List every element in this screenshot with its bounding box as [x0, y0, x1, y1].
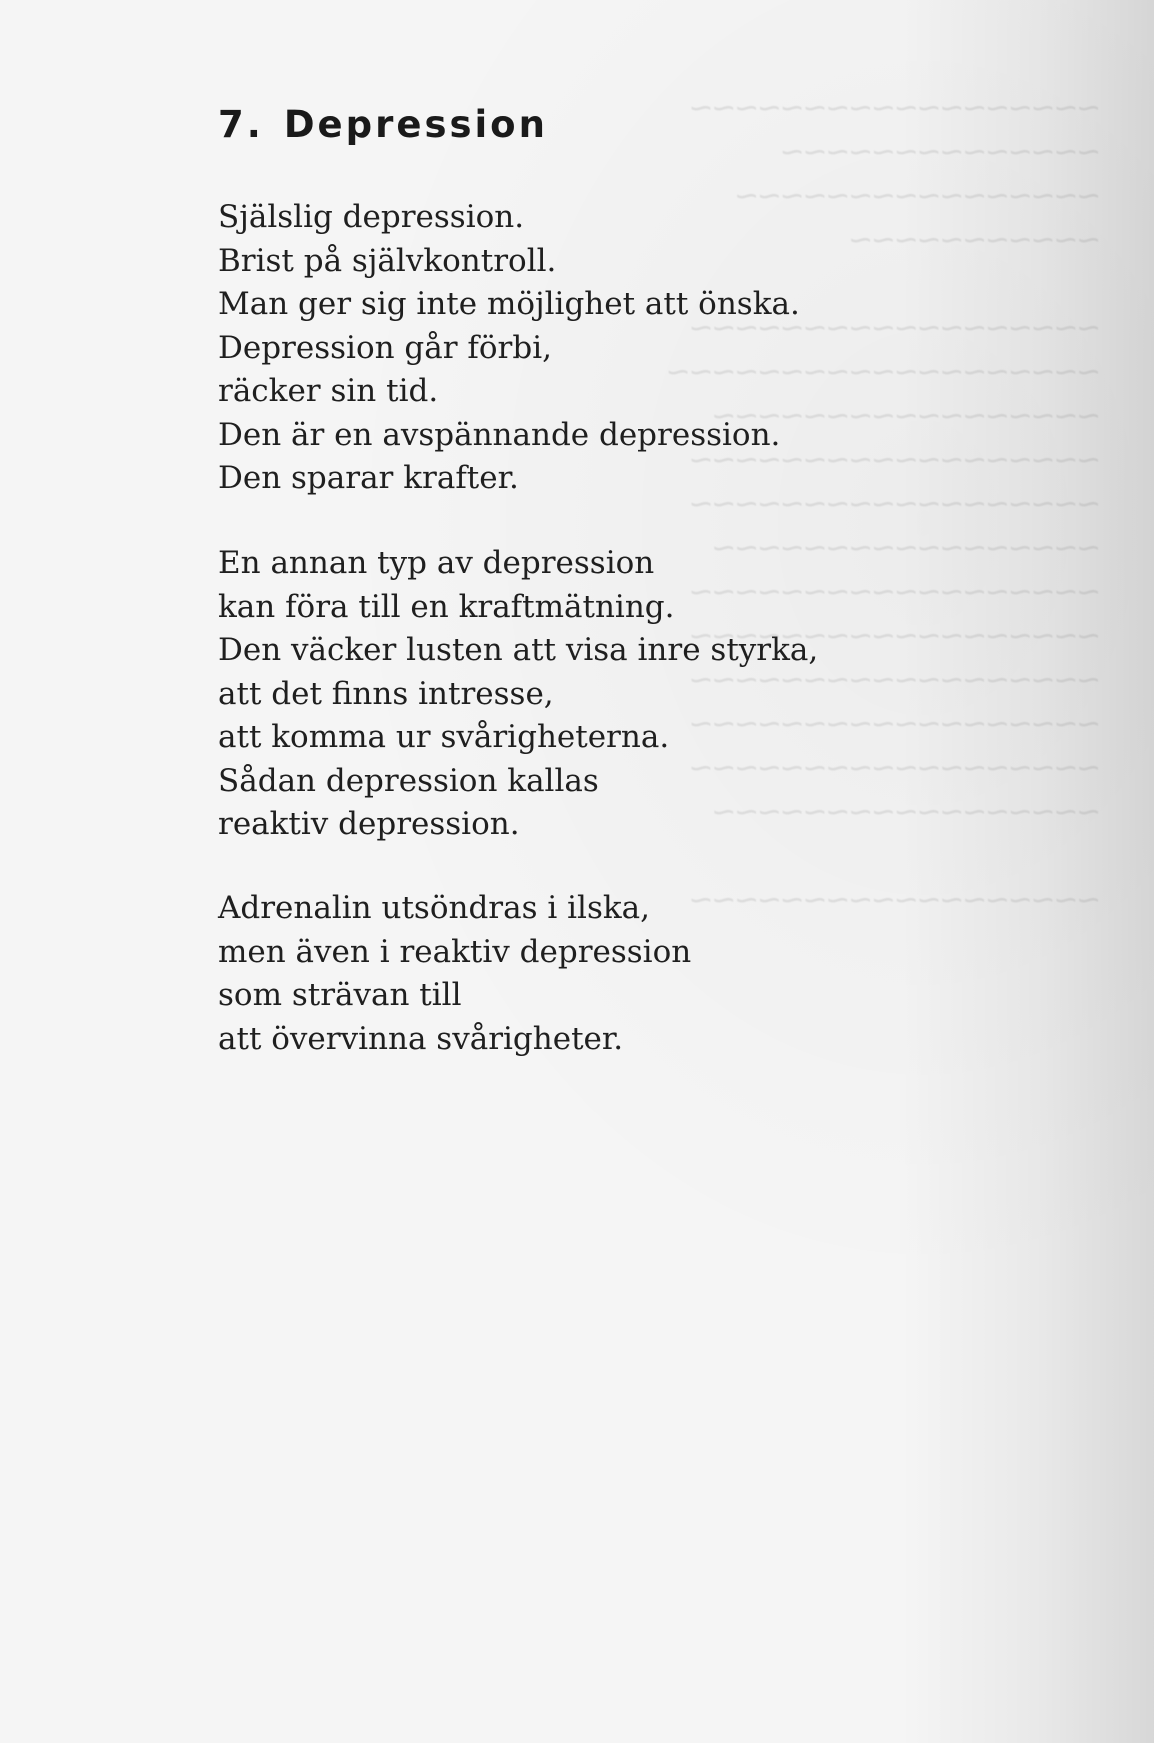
show-through-texture: ~~~~~~~~~~~~~~~~~~ ~~~~~~~~~~~~~~ ~~~~~~~~~~~~~~~~ ~~~~~~~~~~~ ~~~~~~~~~~~~~~~~~~ ~~~~~~~~~~~~~~~~~~~ ~~~~~~~~~~~~~~~~~ ~~~~~~~~~~~~~~~~~~ ~~~~~~~~~~~~~~~~~~ ~~~~~~~~~~~~~~~~~ ~~~~~~~~~~~~~~~~~~ ~~~~~~~~~~~~~~~~~~ ~~~~~~~~~~~~~~~~~~ ~~~~~~~~~~~~~~~~~~ ~~~~~~~~~~~~~~~~~~ ~~~~~~~~~~~~~~~~~ ~~~~~~~~~~~~~~~~~~: [666, 90, 1100, 925]
verse-line: men även i reaktiv depression: [218, 933, 692, 970]
verse-line: att övervinna svårigheter.: [218, 1020, 624, 1057]
verse-line: räcker sin tid.: [218, 373, 439, 409]
verse-line: Sådan depression kallas: [218, 762, 599, 799]
title-number: 7.: [218, 103, 264, 146]
verse-line: Depression går förbi,: [218, 329, 552, 366]
verse-line: att komma ur svårigheterna.: [218, 719, 670, 755]
verse-line: En annan typ av depression: [218, 545, 655, 581]
verse-line: Själslig depression.: [218, 199, 525, 235]
title-text: Depression: [283, 103, 548, 146]
verse-line: Brist på självkontroll.: [218, 242, 557, 279]
verse-line: kan föra till en kraftmätning.: [218, 588, 675, 625]
stanza-2: [218, 542, 818, 847]
verse-line: Den sparar krafter.: [218, 460, 519, 496]
verse-line: reaktiv depression.: [218, 806, 520, 842]
verse-line: som strävan till: [218, 977, 462, 1013]
verse-line: att det finns intresse,: [218, 675, 554, 712]
verse-line: Man ger sig inte möjlighet att önska.: [218, 286, 800, 322]
stanza-1: [218, 196, 800, 501]
verse-line: Den är en avspännande depression.: [218, 416, 781, 453]
page-title: [218, 103, 548, 146]
stanza-3: [218, 887, 691, 1061]
verse-line: Adrenalin utsöndras i ilska,: [218, 890, 650, 926]
verse-line: Den väcker lusten att visa inre styrka,: [218, 632, 819, 668]
